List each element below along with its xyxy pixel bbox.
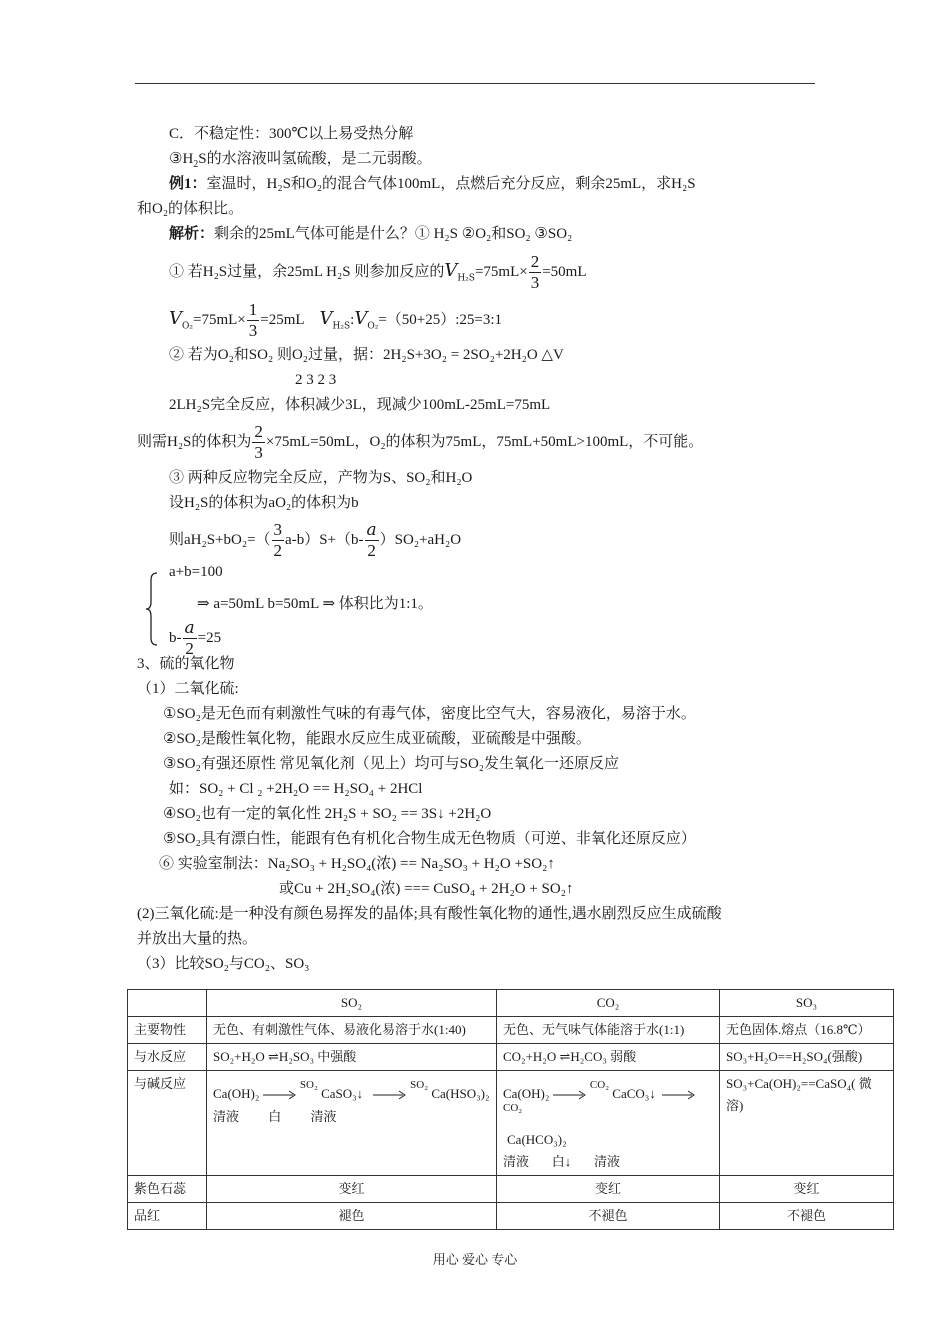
system-equation-2: b- $\frac{a}{2}$ =25 [169, 618, 222, 658]
table-header-cell: CO₂ [497, 990, 720, 1017]
fraction: $\frac{2}{3}$ [254, 422, 263, 463]
row-label: 品红 [128, 1203, 207, 1230]
equation-system [137, 564, 817, 658]
text-line: $③H_2S$的水溶液叫氢硫酸，是二元弱酸。 [169, 151, 432, 170]
table-cell: SO₃+H₂O==H₂SO₄(强酸) [720, 1044, 894, 1071]
table-row [128, 1071, 894, 1176]
case3-line: 设H₂S的体积为aO₂的体积为b [169, 495, 359, 511]
page-footer: 用心 爱心 专心 [432, 1252, 518, 1267]
text-line: 并放出大量的热。 [137, 931, 258, 947]
fraction: $\frac{a}{2}$ [184, 618, 195, 658]
document-body [137, 122, 817, 977]
table-cell: SO₃+Ca(OH)₂==CaSO₄( 微溶) [720, 1071, 894, 1176]
example-line: 例1：室温时，H₂S和O₂的混合气体100mL，点燃后充分反应，剩余25mL，求H₂S [169, 176, 696, 192]
header-rule [135, 83, 815, 84]
fraction: $\frac{2}{3}$ [530, 252, 540, 293]
subsection-heading: （1）二氧化硫: [137, 681, 239, 697]
brace-icon [145, 572, 159, 646]
text-line: ②SO₂是酸性氧化物，能跟水反应生成亚硫酸，亚硫酸是中强酸。 [163, 731, 591, 747]
row-label: 与碱反应 [128, 1071, 207, 1176]
fraction: $\frac{3}{2}$ [273, 520, 283, 561]
analysis-title: 解析： [169, 226, 215, 242]
table-row [128, 1176, 894, 1203]
table-header-cell [128, 990, 207, 1017]
case2-line: ② 若为O₂和SO₂ 则O₂过量，据：2H₂S+3O₂ = 2SO₂+2H₂O △V [169, 347, 564, 363]
text-line: C．不稳定性：300℃以上易受热分解 [169, 126, 414, 142]
text-line: ③SO₂有强还原性 常见氧化剂（见上）均可与SO₂发生氧化一还原反应 [163, 756, 620, 772]
table-header-cell: SO₃ [720, 990, 894, 1017]
arrow-right-icon [373, 1088, 407, 1102]
case2-line: 2LH₂S完全反应，体积减少3L，现减少100mL-25mL=75mL [169, 397, 551, 413]
analysis-line: 解析：剩余的25mL气体可能是什么？① H₂S ②O₂和SO₂ ③SO₂ [169, 226, 573, 242]
text-line: 或Cu + 2H₂SO₄(浓) === CuSO₄ + 2H₂O + SO₂↑ [279, 881, 574, 897]
example-line: 和O₂的体积比。 [137, 201, 244, 217]
row-label: 紫色石蕊 [128, 1176, 207, 1203]
table-header-row [128, 990, 894, 1017]
coefficient-line: 2 3 2 3 [295, 372, 337, 388]
arrow-right-icon [263, 1088, 297, 1102]
example-title: 例1： [169, 176, 207, 192]
table-row [128, 1203, 894, 1230]
table-cell: 变红 [497, 1176, 720, 1203]
row-label: 主要物性 [128, 1017, 207, 1044]
table-cell: 褪色 [207, 1203, 497, 1230]
system-solution: ⇒ a=50mL b=50mL ⇒ 体积比为1:1。 [197, 596, 433, 612]
text-line: ⑥ 实验室制法：Na₂SO₃ + H₂SO₄(浓) == Na₂SO₃ + H₂O +SO₂↑ [159, 856, 555, 872]
text-line: ①SO₂是无色而有刺激性气味的有毒气体，密度比空气大，容易液化，易溶于水。 [163, 706, 696, 722]
fraction: $\frac{1}{3}$ [248, 300, 258, 341]
text-line: ⑤SO₂具有漂白性，能跟有色有机化合物生成无色物质（可逆、非氧化还原反应） [163, 831, 696, 847]
table-cell: 变红 [720, 1176, 894, 1203]
table-cell: Ca(OH)₂ $^{CO_2}$ CaCO₃↓ $^{CO_2}$ Ca(HCO₃)₂ 清液 白↓ 清液 [497, 1071, 720, 1176]
text-line: ④SO₂也有一定的氧化性 2H₂S + SO₂ == 3S↓ +2H₂O [163, 806, 492, 822]
comparison-table [127, 989, 894, 1230]
table-row [128, 1017, 894, 1044]
table-row [128, 1044, 894, 1071]
case1-line: ① 若H₂S过量，余25mL H₂S 则参加反应的$V_{H_2S}=75mL\times$ $\frac{2}{3}$ =50mL [169, 252, 587, 293]
table-cell: 无色、有刺激性气体、易液化易溶于水(1:40) [207, 1017, 497, 1044]
table-cell: 无色固体.熔点（16.8℃） [720, 1017, 894, 1044]
section-heading: 3、硫的氧化物 [137, 656, 235, 672]
arrow-right-icon [553, 1088, 587, 1102]
table-cell: Ca(OH)₂ $^{SO_2}$ CaSO₃↓ $^{SO_2}$ Ca(HSO₃)₂ 清液 白 清液 [207, 1071, 497, 1176]
row-label: 与水反应 [128, 1044, 207, 1071]
arrow-right-icon [662, 1088, 696, 1102]
case3-line: ③ 两种反应物完全反应，产物为S、SO₂和H₂O [169, 470, 473, 486]
text-line: 如：SO₂ + Cl ₂ +2H₂O == H₂SO₄ + 2HCl [169, 781, 423, 797]
fraction: $\frac{a}{2}$ [366, 520, 377, 561]
table-cell: SO₂+H₂O ⇌H₂SO₃ 中强酸 [207, 1044, 497, 1071]
table-cell: 不褪色 [497, 1203, 720, 1230]
table-cell: 不褪色 [720, 1203, 894, 1230]
table-header-cell: SO₂ [207, 990, 497, 1017]
system-equation-1: a+b=100 [169, 564, 223, 580]
case2-result-line: 则需H₂S的体积为 $\frac{2}{3}$ ×75mL=50mL，O₂的体积为75mL，75mL+50mL>100mL，不可能。 [137, 422, 704, 463]
table-cell: CO₂+H₂O ⇌H₂CO₃ 弱酸 [497, 1044, 720, 1071]
case1-result-line: $V_{O_2}=75mL\times$ $\frac{1}{3}$ =25mL $V_{H_2S}:V_{O_2}=(50+25):25=3:1$ [169, 300, 503, 341]
subsection-heading: （3）比较SO₂与CO₂、SO₃ [137, 956, 310, 972]
case3-equation: 则aH₂S+bO₂=（ $\frac{3}{2}$ a-b）S+（b- $\frac{a}{2}$ ）SO₂+aH₂O [169, 520, 462, 561]
table-cell: 变红 [207, 1176, 497, 1203]
text-line: (2)三氧化硫:是一种没有颜色易挥发的晶体;具有酸性氧化物的通性,遇水剧烈反应生成硫酸 [137, 906, 722, 922]
table-cell: 无色、无气味气体能溶于水(1:1) [497, 1017, 720, 1044]
